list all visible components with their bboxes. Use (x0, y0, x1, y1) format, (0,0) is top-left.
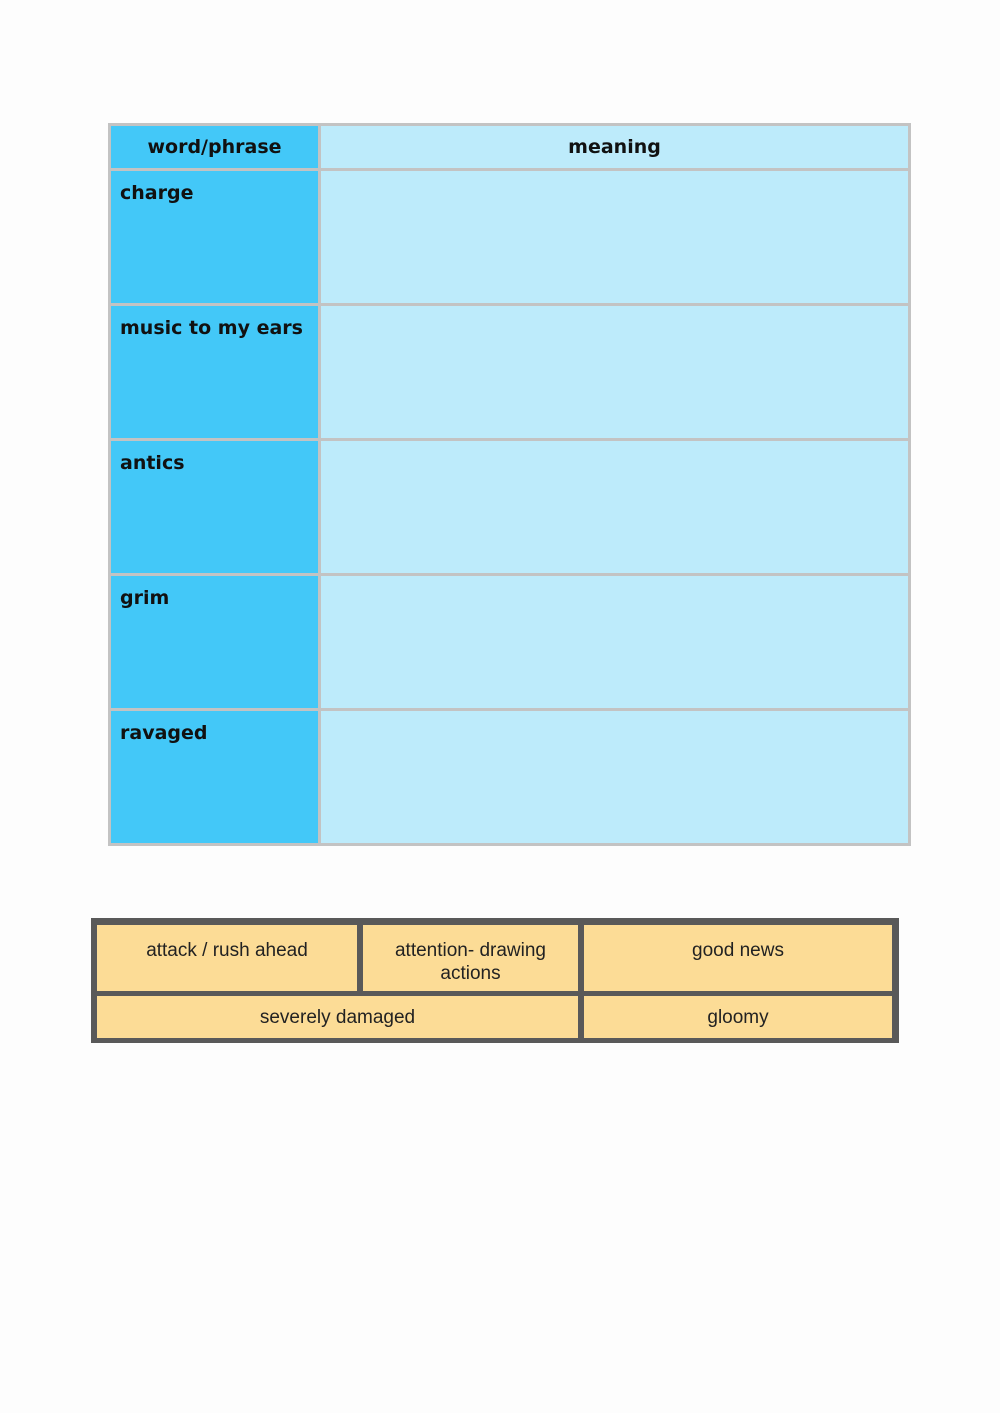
meaning-drop-zone[interactable] (320, 440, 910, 575)
table-row (110, 170, 910, 305)
header-word-phrase: word/phrase (110, 125, 320, 170)
word-label: grim (120, 587, 170, 609)
answer-bank (91, 918, 899, 1043)
header-meaning: meaning (320, 125, 910, 170)
table-header-row (110, 125, 910, 170)
answer-tile[interactable]: severely damaged (97, 996, 578, 1038)
word-cell (110, 305, 320, 440)
word-cell (110, 170, 320, 305)
meaning-drop-zone[interactable] (320, 710, 910, 845)
meaning-drop-zone[interactable] (320, 575, 910, 710)
meaning-drop-zone[interactable] (320, 170, 910, 305)
answer-tile[interactable]: attention- drawing actions (363, 925, 578, 991)
vocabulary-table (108, 123, 911, 846)
table-row (110, 710, 910, 845)
table-row (110, 575, 910, 710)
answer-tile[interactable]: attack / rush ahead (97, 925, 357, 991)
word-label: antics (120, 452, 185, 474)
table-row (110, 440, 910, 575)
word-label: music to my ears (120, 317, 303, 339)
answer-tile[interactable]: gloomy (584, 996, 892, 1038)
word-cell (110, 575, 320, 710)
word-label: ravaged (120, 722, 208, 744)
meaning-drop-zone[interactable] (320, 305, 910, 440)
word-label: charge (120, 182, 194, 204)
word-cell (110, 440, 320, 575)
answer-tile[interactable]: good news (584, 925, 892, 991)
table-row (110, 305, 910, 440)
word-cell (110, 710, 320, 845)
